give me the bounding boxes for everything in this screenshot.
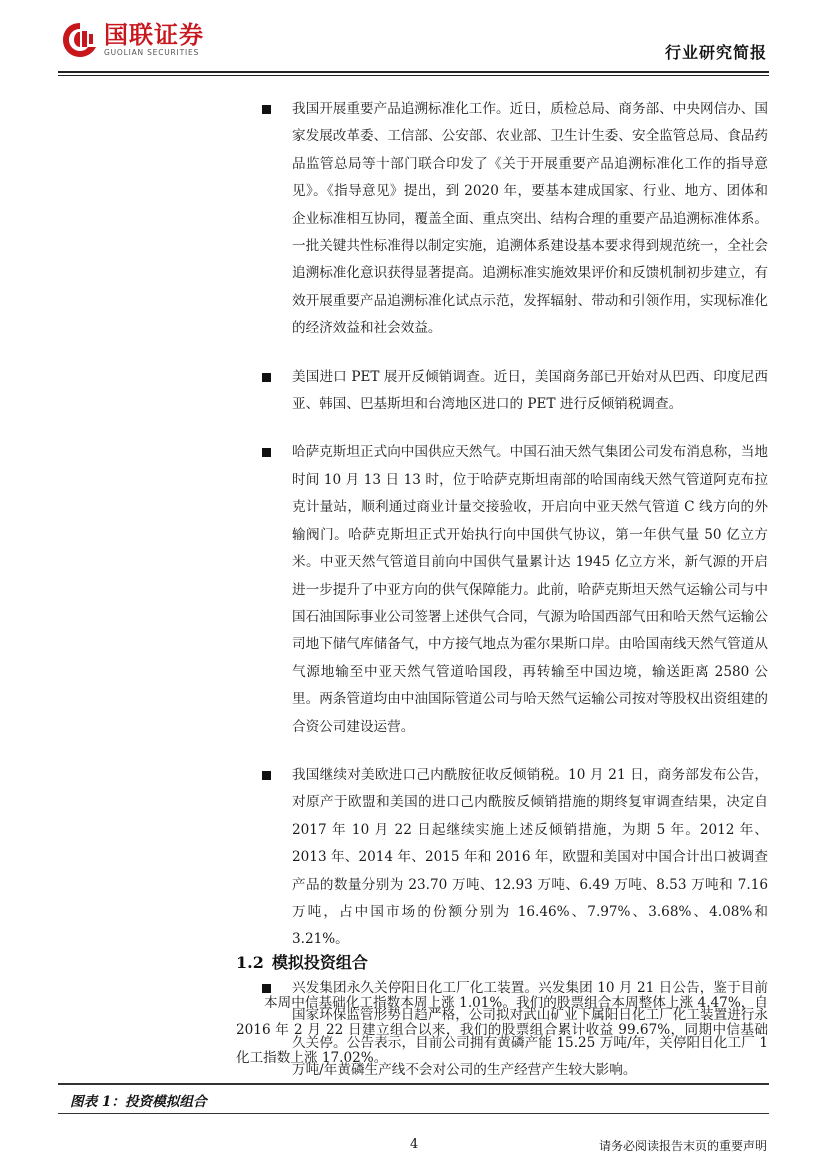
bullet-text: 我国开展重要产品追溯标准化工作。近日，质检总局、商务部、中央网信办、国家发展改革委、工信部、公安部、农业部、卫生计生委、安全监管总局、食品药品监管总局等十部门联合印发了《关于开展重要产品追溯标准化工作的指导意见》。《指导意见》提出，到 2020 年，要基本建成国家、行业、地方、团体和企业标准相互协同，覆盖全面、重点突出、结构合理的重要产品追溯标准体系。一批关键共性标准得以制定实施，追溯体系建设基本要求得到规范统一，全社会追溯标准化意识获得显著提高。追溯标准实施效果评价和反馈机制初步建立，有效开展重要产品追溯标准化试点示范，发挥辐射、带动和引领作用，实现标准化的经济效益和社会效益。 [292,101,768,337]
bullet-text: 我国继续对美欧进口己内酰胺征收反倾销税。10 月 21 日，商务部发布公告，对原产于欧盟和美国的进口己内酰胺反倾销措施的期终复审调查结果，决定自 2017 年 10 月 22 日起继续实施上述反倾销措施，为期 5 年。2012 年、2013 年、2014 年、2015 年和 2016 年，欧盟和美国对中国合计出口被调查产品的数量分别为 23.70 万吨、12.93 万吨、6.49 万吨、8.53 万吨和 7.16 万吨，占中国市场的份额分别为 16.46%、7.97%、3.68%、4.08%和 3.21%。 [292,766,768,948]
section-heading [236,950,368,973]
header-divider [58,71,769,73]
figure-caption: 图表 1：投资模拟组合 [70,1094,207,1110]
bullet-item-kazakhstan-gas [236,439,768,740]
bullet-text: 哈萨克斯坦正式向中国供应天然气。中国石油天然气集团公司发布消息称，当地时间 10 月 13 日 13 时，位于哈萨克斯坦南部的哈国南线天然气管道阿克布拉克计量站，顺利通过商业计量交接验收，开启向中亚天然气管道 C 线方向的外输阀门。哈萨克斯坦正式开始执行向中国供气协议，第一年供气量 50 亿立方米。中亚天然气管道目前向中国供气量累计达 1945 亿立方米，新气源的开启进一步提升了中亚方向的供气保障能力。此前，哈萨克斯坦天然气运输公司与中国石油国际事业公司签署上述供气合同，气源为哈国西部气田和哈天然气运输公司地下储气库储备气，中方接气地点为霍尔果斯口岸。由哈国南线天然气管道从气源地输至中亚天然气管道哈国段，再转输至中国边境，输送距离 2580 公里。两条管道均由中油国际管道公司与哈天然气运输公司按对等股权出资组建的合资公司建设运营。 [292,444,768,735]
bullet-item-us-pet-antidumping [236,364,768,419]
document-type-label: 行业研究简报 [664,43,767,62]
logo-english-name: GUOLIAN SECURITIES [104,48,200,57]
bullet-text: 美国进口 PET 展开反倾销调查。近日，美国商务部已开始对从巴西、印度尼西亚、韩国、巴基斯坦和台湾地区进口的 PET 进行反倾销税调查。 [292,368,768,413]
bullet-item-traceability-standards [236,96,768,343]
page-number: 4 [410,1137,419,1152]
bullet-item-caprolactam-antidumping [236,762,768,954]
company-logo [60,20,204,60]
square-bullet-icon [262,771,271,780]
square-bullet-icon [262,373,271,382]
square-bullet-icon [262,105,271,114]
square-bullet-icon [262,448,271,457]
footer-disclaimer: 请务必阅读报告末页的重要声明 [598,1139,767,1153]
logo-chinese-name: 国联证券 [104,21,204,49]
page-header [0,0,827,78]
guolian-logo-icon [60,20,100,60]
section-title: 模拟投资组合 [271,953,368,972]
bullet-text: 兴发集团永久关停阳日化工厂化工装置。兴发集团 10 月 21 日公告，鉴于目前国家环保监管形势日趋严格，公司拟对武山矿业下属阳日化工厂化工装置进行永久关停。公告表示，目前公司拥有黄磷产能 15.25 万吨/年，关停阳日化工厂 1 万吨/年黄磷生产线不会对公司的生产经营产生较大影响。 [292,979,768,1078]
header-divider-thin [58,75,769,76]
section-number: 1.2 [236,953,264,972]
figure-caption-bar [58,1083,769,1114]
portfolio-summary-paragraph: 本周中信基础化工指数本周上涨 1.01%。我们的股票组合本周整体上涨 4.47%，自 2016 年 2 月 22 日建立组合以来，我们的股票组合累计收益 99.67%，同期中信基础化工指数上涨 17.02%。 [236,995,768,1066]
